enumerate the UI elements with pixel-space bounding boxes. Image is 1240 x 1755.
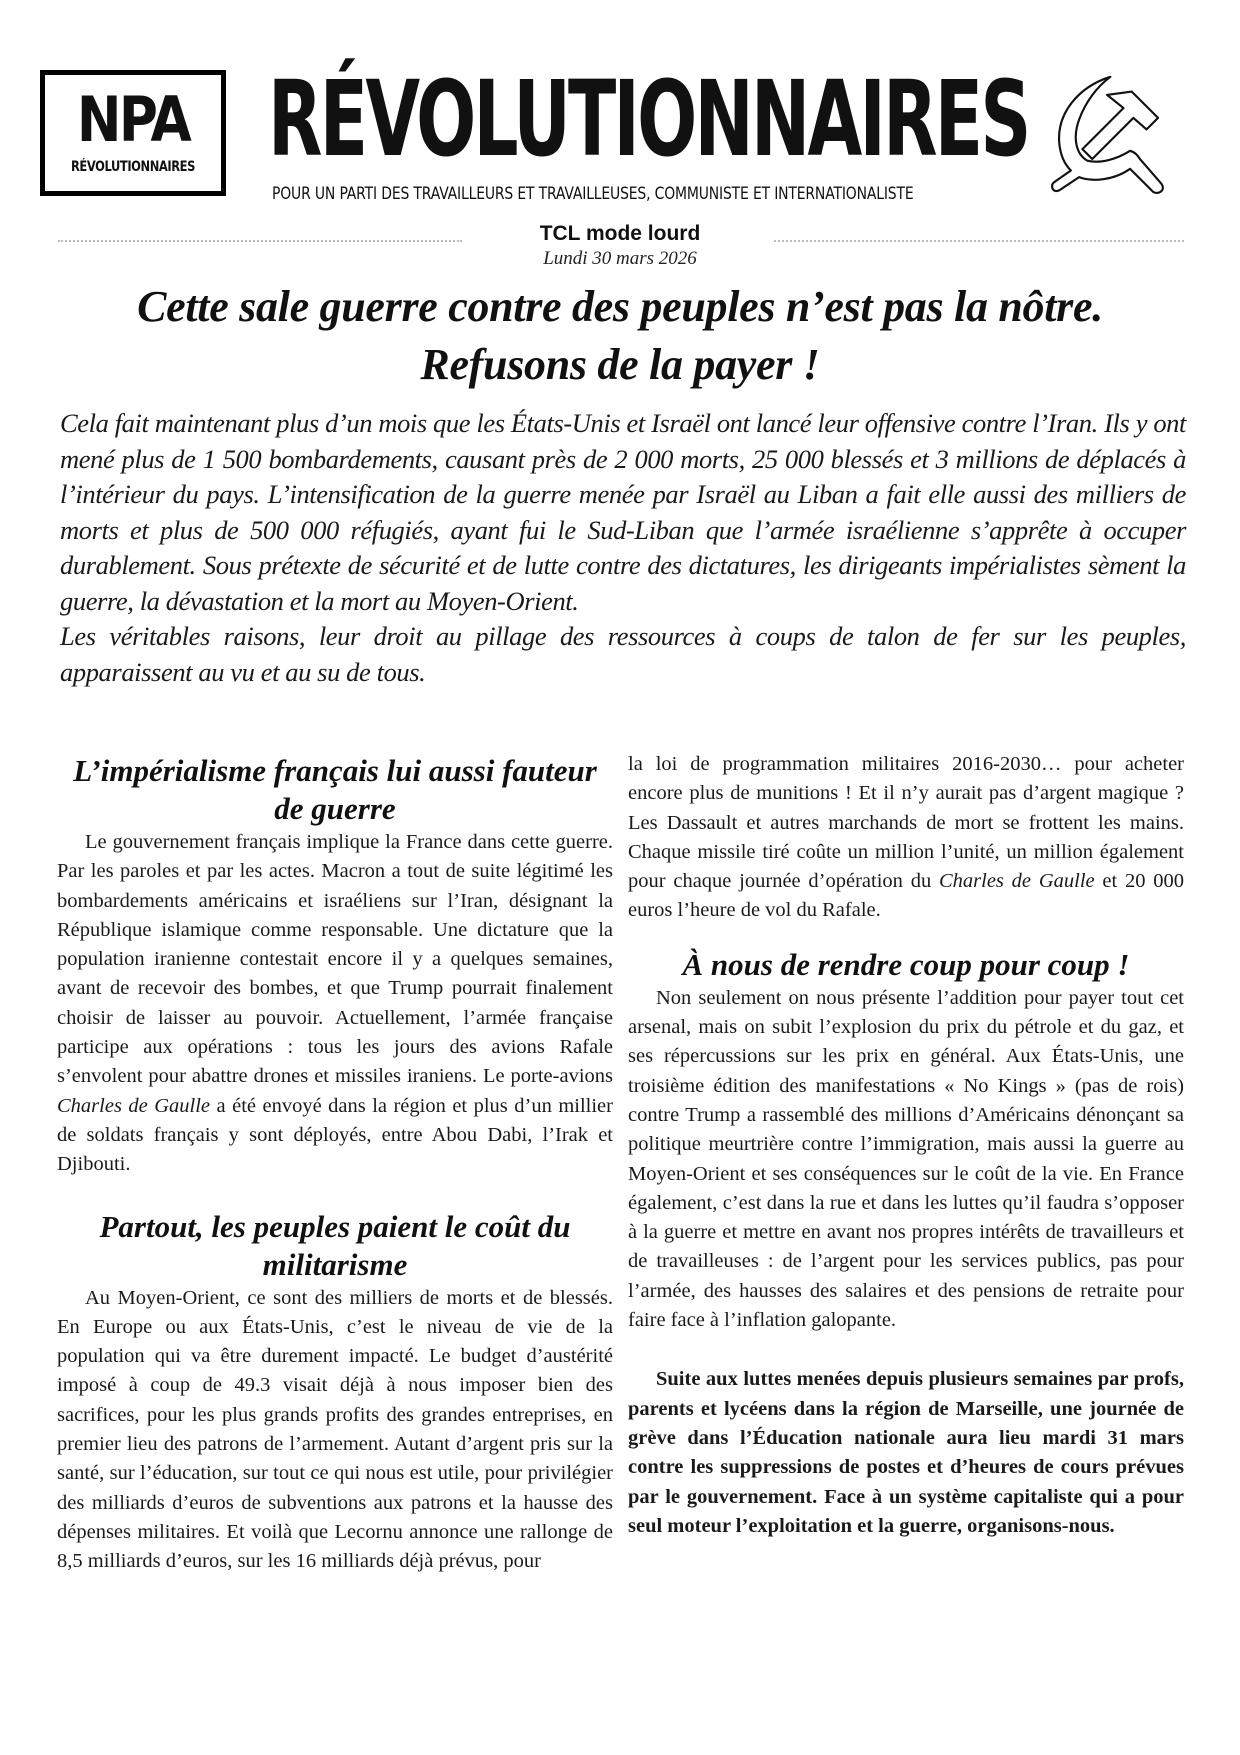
divider-left <box>58 240 462 242</box>
main-headline: Cette sale guerre contre des peuples n’est pas la nôtre. Refusons de la payer ! <box>137 282 1103 389</box>
intro-paragraph: Cela fait maintenant plus d’un mois que les États-Unis et Israël ont lancé leur offensive contre l’Iran. Ils y ont mené plus de 1 500 bombardements, causant près de 2 000 morts, 25 000 blessés et 3 millions de déplacés à l’intérieur du pays. L’intensification de la guerre menée par Israël au Liban a fait elle aussi des milliers de morts et plus de 500 000 réfugiés, ayant fui le Sud-Liban que l’armée israélienne s’apprête à occuper durablement. Sous prétexte de sécurité et de lutte contre des dictatures, les dirigeants impérialistes sèment la guerre, la dévastation et la mort au Moyen-Orient. <box>60 408 1186 616</box>
body-text: Le gouvernement français implique la France dans cette guerre. Par les paroles et par les actes. Macron a tout de suite légitimé les bombardements américains et israéliens sur l’Iran, désignant la République islamique comme responsable. Une dictature que la population iranienne contestait encore il y a quelques semaines, avant de recevoir des bombes, et que Trump pourrait finalement choisir de laisser au pouvoir. Actuellement, l’armée française participe aux opérations : tous les jours des avions Rafale s’envolent pour abattre drones et missiles iraniens. Le porte-avions <box>57 831 613 1088</box>
intro-paragraphs <box>60 406 1186 690</box>
divider-right <box>774 240 1184 242</box>
left-column <box>57 752 613 1577</box>
edition-date: Lundi 30 mars 2026 <box>543 248 697 269</box>
body-text: et 20 000 euros l’heure de vol du Rafale. <box>628 870 1184 922</box>
edition-name: TCL mode lourd <box>539 222 701 245</box>
strike-callout: Suite aux luttes menées depuis plusieurs semaines par profs, parents et lycéens dans la région de Marseille, une journée de grève dans l’Éducation nationale aura lieu mardi 31 mars contre les suppressions de postes et d’heures de cours prévues par le gouvernement. Face à un système capitaliste qui a pour seul moteur l’exploitation et la guerre, organisons-nous. <box>628 1368 1184 1537</box>
section-title: L’impérialisme français lui aussi fauteur de guerre <box>73 753 597 826</box>
npa-logo <box>40 70 226 196</box>
logo-sub-text: RÉVOLUTIONNAIRES <box>71 159 195 175</box>
masthead-tagline: POUR UN PARTI DES TRAVAILLEURS ET TRAVAILLEUSES, COMMUNISTE ET INTERNATIONALISTE <box>272 184 914 204</box>
masthead-title: RÉVOLUTIONNAIRES <box>268 58 1029 180</box>
body-text: la loi de programmation militaires 2016-2030… pour acheter encore plus de munitions ! Et il n’y aurait pas d’argent magique ? Les Dassault et autres marchands de mort se frottent les mains. Chaque missile tiré coûte un million l’unité, un million également pour chaque journée d’opération du <box>628 753 1184 893</box>
section-title: Partout, les peuples paient le coût du militarisme <box>99 1208 571 1282</box>
intro-paragraph: Les véritables raisons, leur droit au pillage des ressources à coups de talon de fer sur les peuples, apparaissent au vu et au su de tous. <box>60 621 1186 687</box>
hammer-and-sickle-icon <box>1038 62 1186 210</box>
right-column <box>628 750 1184 1541</box>
ship-name: Charles de Gaulle <box>938 870 1095 893</box>
section-title: À nous de rendre coup pour coup ! <box>682 946 1130 982</box>
section-body <box>57 828 613 1180</box>
section-body: Au Moyen-Orient, ce sont des milliers de morts et de blessés. En Europe ou aux États-Unis, c’est le niveau de vie de la population qui va être durement impacté. Le budget d’austérité imposé à coup de 49.3 visait déjà à nous imposer bien des sacrifices, pour les plus grands profits des grandes entreprises, en premier lieu des patrons de l’armement. Autant d’argent pris sur la santé, sur l’éducation, sur tout ce qui nous est utile, pour privilégier des milliards d’euros de subventions aux patrons et la hausse des dépenses militaires. Et voilà que Lecornu annonce une rallonge de 8,5 milliards d’euros, sur les 16 milliards déjà prévus, pour <box>57 1286 613 1573</box>
ship-name: Charles de Gaulle <box>57 1094 211 1117</box>
logo-main-text: NPA <box>76 83 190 156</box>
body-text: a été envoyé dans la région et plus d’un millier de soldats français y sont déployés, entre Abou Dabi, l’Irak et Djibouti. <box>57 1094 613 1176</box>
section-body-continued <box>628 750 1184 926</box>
section-body: Non seulement on nous présente l’addition pour payer tout cet arsenal, mais on subit l’explosion du prix du pétrole et du gaz, et ses répercussions sur les prix en général. Aux États-Unis, une troisième édition des manifestations « No Kings » (pas de rois) contre Trump a rassemblé des millions d’Américains dénonçant sa politique meurtrière contre l’immigration, mais aussi la guerre au Moyen-Orient et ses conséquences sur le coût de la vie. En France également, c’est dans la rue et dans les luttes qu’il faudra s’opposer à la guerre et mettre en avant nos propres intérêts de travailleurs et de travailleuses : de l’argent pour les services publics, pas pour l’armée, des hausses des salaires et des pensions de retraite pour faire face à l’inflation galopante. <box>628 986 1184 1332</box>
